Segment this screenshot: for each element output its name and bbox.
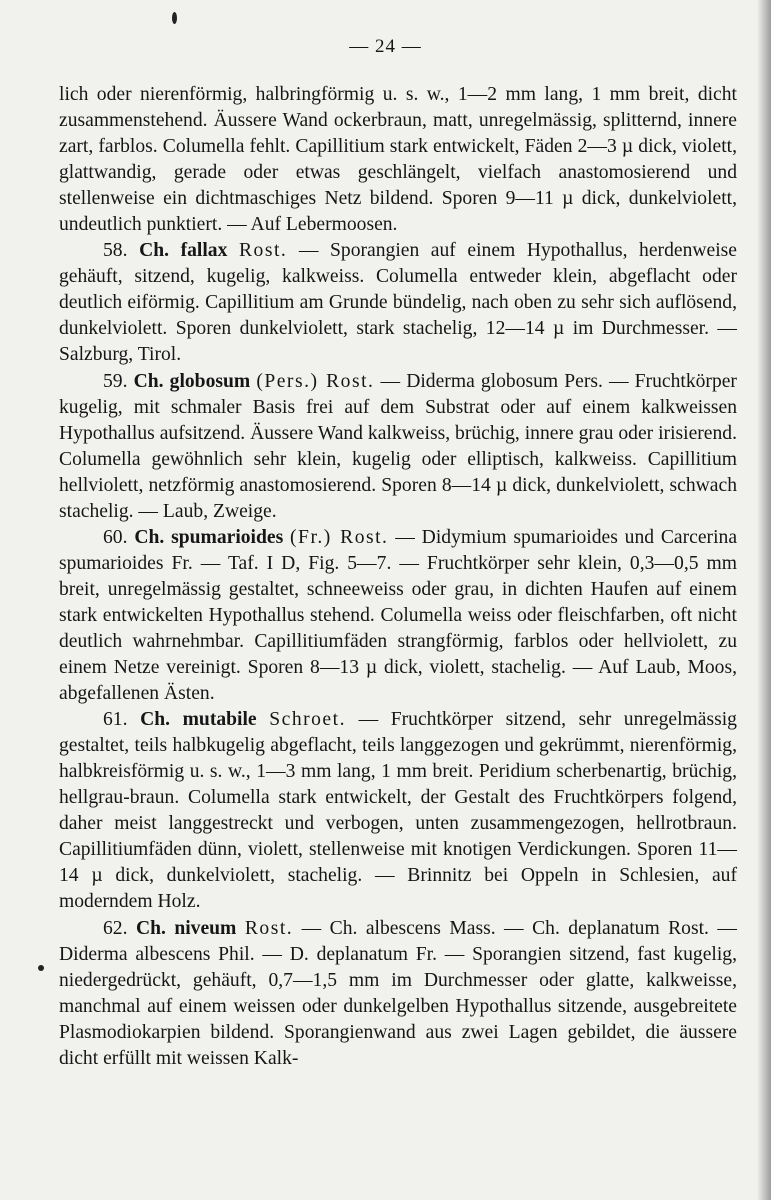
ink-speck — [172, 12, 177, 24]
species-number: 62. — [103, 917, 128, 939]
species-entry-58 — [59, 238, 737, 368]
species-entry-62 — [59, 916, 737, 1072]
species-authority: Schroet. — [269, 709, 346, 731]
species-genus: Ch. — [134, 526, 165, 548]
species-number: 58. — [103, 240, 128, 262]
species-entry-60 — [59, 525, 737, 707]
species-number: 61. — [103, 709, 128, 731]
species-genus: Ch. — [139, 240, 170, 262]
species-authority: Rost. — [244, 917, 294, 939]
species-epithet: niveum — [174, 917, 237, 939]
intro-paragraph: lich oder nierenförmig, halbringförmig u. s. w., 1—2 mm lang, 1 mm breit, dicht zusammenstehend. Äussere Wand ockerbraun, matt, unregelmässig, splitternd, innere zart, farblos. Columella fehlt. Capillitium stark entwickelt, Fäden 2—3 µ dick, violett, glattwandig, gerade oder etwas geschlängelt, vielfach anastomosierend und stellenweise ein dichtmaschiges Netz bildend. Sporen 9—11 µ dick, dunkelviolett, undeutlich punktiert. — Auf Lebermoosen. — [59, 84, 737, 236]
species-genus: Ch. — [135, 917, 166, 939]
species-authority: (Pers.) Rost. — [256, 370, 375, 392]
species-genus: Ch. — [140, 709, 171, 731]
page-number: — 24 — — [349, 36, 422, 57]
page-edge-shadow — [757, 0, 771, 1200]
species-description: — Didymium spumarioides und Carcerina spumarioides Fr. — Taf. I D, Fig. 5—7. — Fruchtkörper sehr klein, 0,3—0,5 mm breit, unregelmässig gestaltet, schneeweiss oder grau, in dichten Haufen auf einem stark entwickelten Hypothallus stehend. Columella weiss oder fleischfarben, oft nicht deutlich wahrnehmbar. Capillitiumfäden strangförmig, farblos oder hellviolett, zu einem Netze vereinigt. Sporen 8—13 µ dick, violett, stachelig. — Auf Laub, Moos, abgefallenen Ästen. — [59, 526, 738, 705]
species-number: 59. — [103, 370, 128, 392]
species-description: — Sporangien auf einem Hypothallus, herdenweise gehäuft, sitzend, kugelig, kalkweiss. Columella entweder klein, abgeflacht oder deutlich eiförmig. Capillitium am Grunde bündelig, nach oben zu sehr sich auflösend, dunkelviolett. Sporen dunkelviolett, stark stachelig, 12—14 µ im Durchmesser. — Salzburg, Tirol. — [59, 240, 737, 366]
body-text — [59, 82, 737, 1072]
species-epithet: spumarioides — [171, 526, 284, 548]
species-entry-59 — [59, 369, 737, 525]
ink-speck — [38, 965, 44, 971]
species-authority: (Fr.) Rost. — [290, 526, 389, 548]
species-epithet: mutabile — [182, 709, 257, 731]
species-epithet: fallax — [180, 240, 228, 262]
species-description: — Diderma globosum Pers. — Fruchtkörper kugelig, mit schmaler Basis frei auf dem Substrat oder auf einem kalkweissen Hypothallus aufsitzend. Äussere Wand kalkweiss, brüchig, innere grau oder irisierend. Columella gewöhnlich sehr klein, kugelig oder elliptisch, kalkweiss. Capillitium hellviolett, netzförmig anastomosierend. Sporen 8—14 µ dick, dunkelviolett, schwach stachelig. — Laub, Zweige. — [59, 370, 737, 522]
species-authority: Rost. — [238, 240, 288, 262]
species-epithet: globosum — [169, 370, 251, 392]
species-number: 60. — [103, 526, 128, 548]
species-genus: Ch. — [133, 370, 164, 392]
species-entry-61 — [59, 707, 737, 915]
species-description: — Ch. albescens Mass. — Ch. deplanatum Rost. — Diderma albescens Phil. — D. deplanatum Fr. — Sporangien sitzend, fast kugelig, niedergedrückt, gehäuft, 0,7—1,5 mm im Durchmesser oder glatte, kalkweisse, manchmal auf einem weissen oder dunkelgelben Hypothallus sitzende, ausgebreitete Plasmodiokarpien bildend. Sporangienwand aus zwei Lagen gebildet, die äussere dicht erfüllt mit weissen Kalk- — [59, 917, 737, 1069]
species-description: — Fruchtkörper sitzend, sehr unregelmässig gestaltet, teils halbkugelig abgeflacht, teils langgezogen und gekrümmt, nierenförmig, halbkreisförmig u. s. w., 1—3 mm lang, 1 mm breit. Peridium scherbenartig, brüchig, hellgrau-braun. Columella stark entwickelt, der Gestalt des Fruchtkörpers folgend, daher meist langgestreckt und verbogen, unten zusammengezogen, hellrotbraun. Capillitiumfäden dünn, violett, stellenweise mit knotigen Verdickungen. Sporen 11—14 µ dick, dunkelviolett, stachelig. — Brinnitz bei Oppeln in Schlesien, auf moderndem Holz. — [59, 709, 737, 913]
